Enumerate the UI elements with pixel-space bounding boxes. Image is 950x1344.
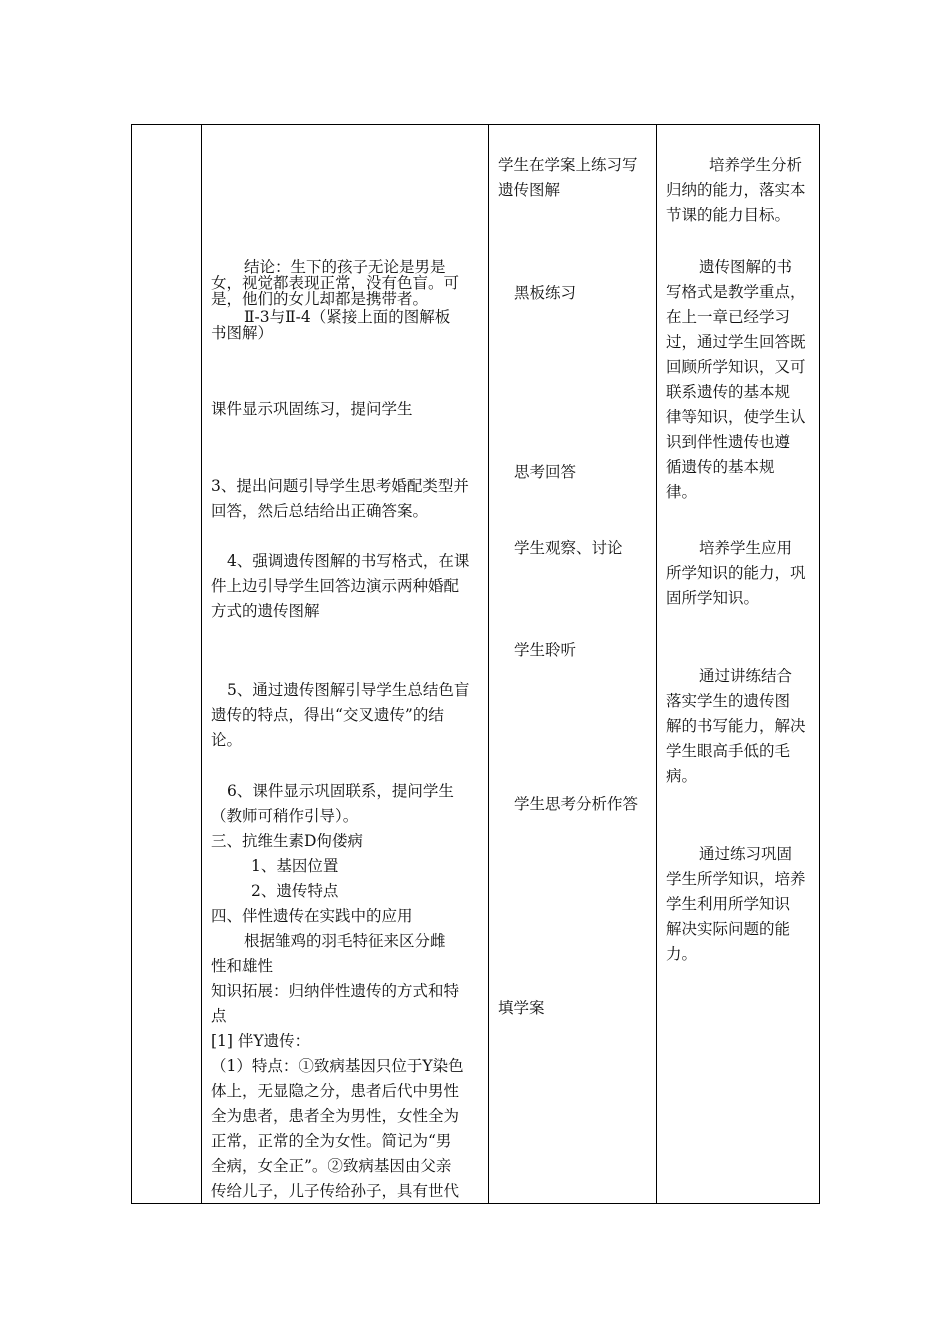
text-line: 回顾所学知识，又可 <box>666 358 806 376</box>
text-line: 论。 <box>211 731 243 749</box>
text-line: 节课的能力目标。 <box>666 206 791 224</box>
text-line: 性和雄性 <box>211 957 274 975</box>
text-line: （1）特点：①致病基因只位于Y染色 <box>211 1057 464 1075</box>
fill-worksheet-text: 填学案 <box>498 999 545 1017</box>
text-line: 根据雏鸡的羽毛特征来区分雌 <box>244 932 446 950</box>
text-line: Ⅱ-3与Ⅱ-4（紧接上面的图解板 <box>244 308 451 326</box>
step5-text <box>211 678 469 753</box>
listen-text: 学生聆听 <box>514 641 577 659</box>
text-line: 在上一章已经学习 <box>666 308 791 326</box>
text-line: 女，视觉都表现正常，没有色盲。可 <box>211 274 460 292</box>
column-divider <box>201 125 202 1203</box>
text-line: 写格式是教学重点， <box>666 283 806 301</box>
text-line: 回答，然后总结给出正确答案。 <box>211 502 429 520</box>
text-line: 体上，无显隐之分，患者后代中男性 <box>211 1082 460 1100</box>
intent-5 <box>666 842 806 967</box>
text-line: 解决实际问题的能 <box>666 920 791 938</box>
column-divider <box>656 125 657 1203</box>
step6-text <box>211 779 454 829</box>
text-line: 联系遗传的基本规 <box>666 383 791 401</box>
observe-discuss-text: 学生观察、讨论 <box>514 539 623 557</box>
text-line: 正常，正常的全为女性。简记为“男 <box>211 1132 452 1150</box>
intent-4 <box>666 664 806 789</box>
text-line: 遗传图解的书 <box>699 258 793 276</box>
text-line: 4、强调遗传图解的书写格式，在课 <box>227 552 470 570</box>
text-line: 2、遗传特点 <box>251 882 339 900</box>
text-line: 知识拓展：归纳伴性遗传的方式和特 <box>211 982 460 1000</box>
text-line: 过，通过学生回答既 <box>666 333 806 351</box>
text-line: 3、提出问题引导学生思考婚配类型并 <box>211 477 469 495</box>
text-line: 病。 <box>666 767 698 785</box>
extension-text <box>211 979 459 1029</box>
text-line: 学生所学知识，培养 <box>666 870 806 888</box>
y-linked-title: [1] 伴Y遗传： <box>211 1032 311 1050</box>
text-line: 遗传的特点，得出“交叉遗传”的结 <box>211 706 444 724</box>
section-3-heading: 三、抗维生素D佝偻病 <box>211 832 363 850</box>
student-practice-text <box>498 153 638 203</box>
text-line: 培养学生分析 <box>709 156 803 174</box>
intent-1 <box>666 153 806 228</box>
text-line: 书图解） <box>211 324 274 342</box>
text-line: 5、通过遗传图解引导学生总结色盲 <box>227 681 470 699</box>
text-line: 6、课件显示巩固联系，提问学生 <box>227 782 454 800</box>
text-line: 1、基因位置 <box>251 857 339 875</box>
courseware-text: 课件显示巩固练习，提问学生 <box>211 400 413 418</box>
step3-text <box>211 474 469 524</box>
text-line: 全为患者，患者全为男性，女性全为 <box>211 1107 460 1125</box>
text-line: 件上边引导学生回答边演示两种婚配 <box>211 577 460 595</box>
section-4-heading: 四、伴性遗传在实践中的应用 <box>211 907 413 925</box>
board-practice-text: 黑板练习 <box>514 284 577 302</box>
text-line: 学生利用所学知识 <box>666 895 791 913</box>
y-linked-body <box>211 1054 464 1204</box>
intent-3 <box>666 536 806 611</box>
text-line: （教师可稍作引导）。 <box>211 807 359 825</box>
text-line: 结论：生下的孩子无论是男是 <box>244 258 446 276</box>
text-line: 所学知识的能力，巩 <box>666 564 806 582</box>
text-line: 力。 <box>666 945 698 963</box>
text-line: 点 <box>211 1007 227 1025</box>
intent-2 <box>666 255 806 505</box>
text-line: 是，他们的女儿却都是携带者。 <box>211 290 429 308</box>
analyze-answer-text: 学生思考分析作答 <box>514 795 639 813</box>
text-line: 识到伴性遗传也遵 <box>666 433 791 451</box>
text-line: 遗传图解 <box>498 181 561 199</box>
text-line: 通过练习巩固 <box>699 845 793 863</box>
text-line: 培养学生应用 <box>699 539 793 557</box>
text-line: 落实学生的遗传图 <box>666 692 791 710</box>
text-line: 通过讲练结合 <box>699 667 793 685</box>
text-line: 传给儿子，儿子传给孙子，具有世代 <box>211 1182 460 1200</box>
text-line: 解的书写能力，解决 <box>666 717 806 735</box>
text-line: 归纳的能力，落实本 <box>666 181 806 199</box>
text-line: 学生在学案上练习写 <box>498 156 638 174</box>
ii34-text <box>211 309 450 341</box>
text-line: 学生眼高手低的毛 <box>666 742 791 760</box>
think-answer-text: 思考回答 <box>514 463 577 481</box>
conclusion-text <box>211 259 459 307</box>
text-line: 律等知识，使学生认 <box>666 408 806 426</box>
column-divider <box>488 125 489 1203</box>
section-3-items <box>211 854 338 904</box>
text-line: 律。 <box>666 483 698 501</box>
section-4-body <box>211 929 446 979</box>
text-line: 全病，女全正”。②致病基因由父亲 <box>211 1157 452 1175</box>
step4-text <box>211 549 469 624</box>
text-line: 固所学知识。 <box>666 589 760 607</box>
text-line: 方式的遗传图解 <box>211 602 320 620</box>
text-line: 循遗传的基本规 <box>666 458 775 476</box>
